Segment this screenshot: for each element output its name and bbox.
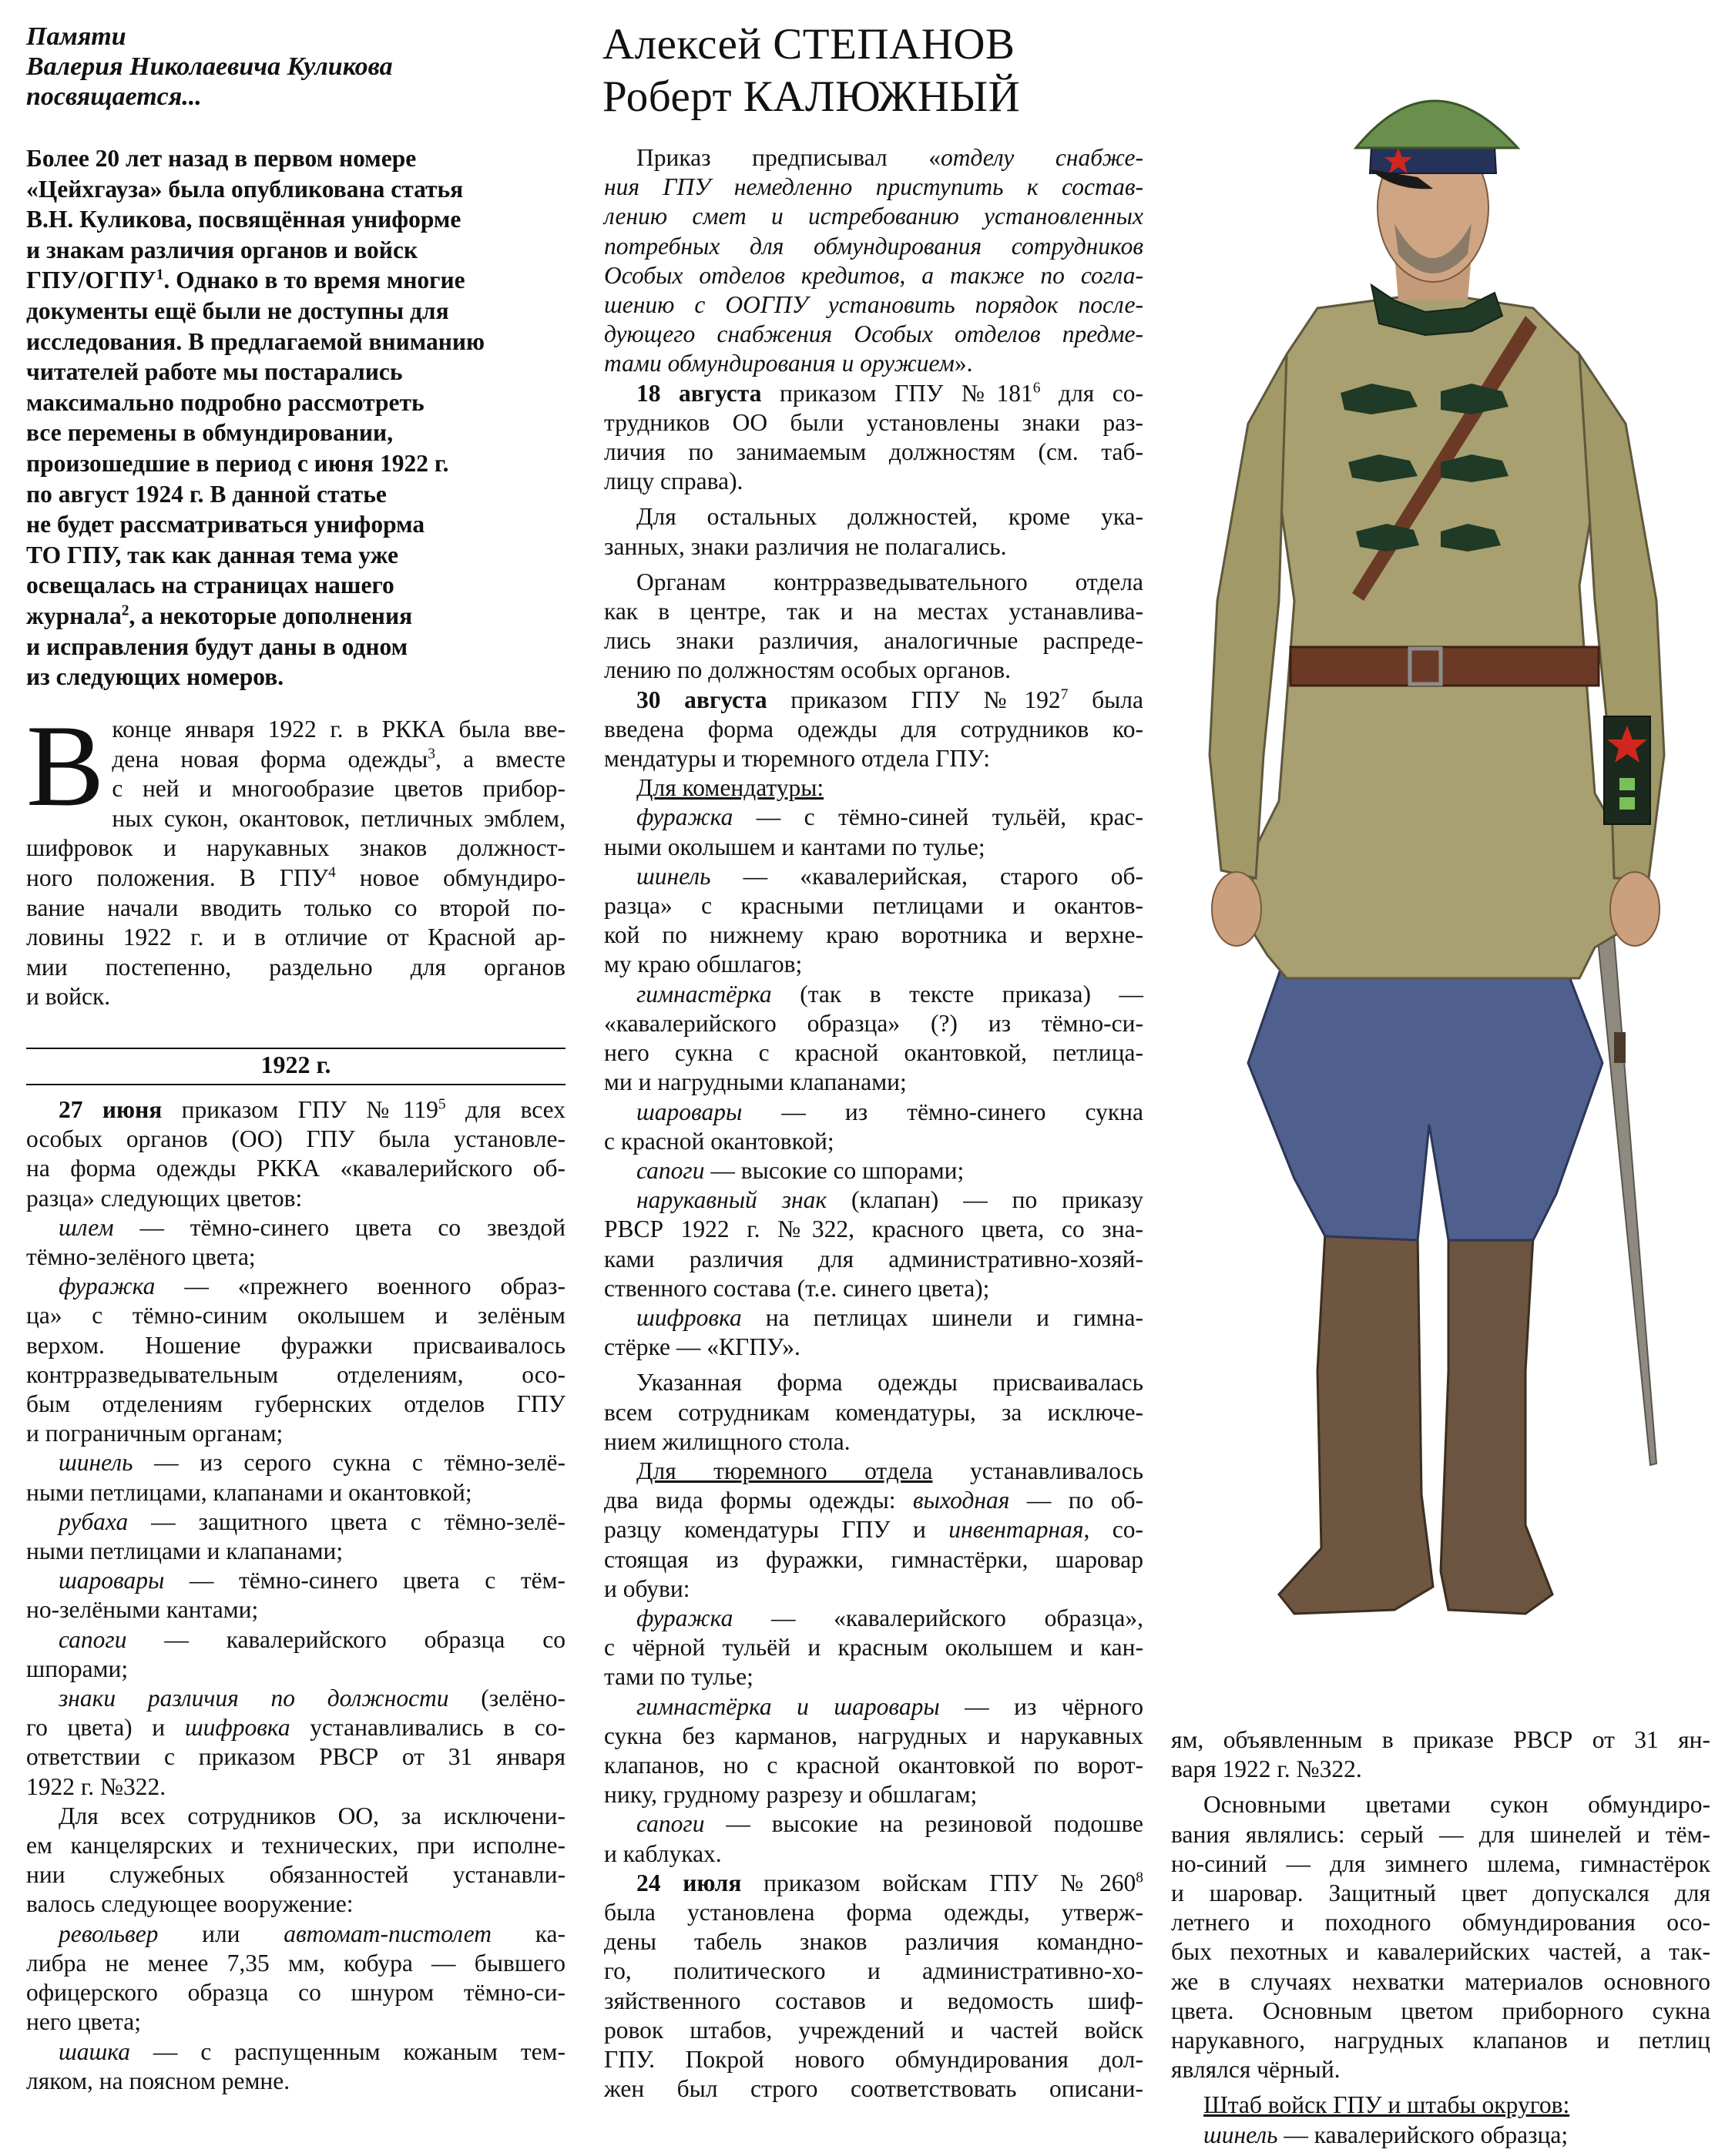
author-1: Алексей СТЕПАНОВ xyxy=(602,20,1015,69)
dedication-line: Памяти xyxy=(26,22,126,51)
intro-line: и исправления будут даны в одном xyxy=(26,632,408,660)
intro-line: и знакам различия органов и войск xyxy=(26,236,418,263)
column-1-body: 27 июня приказом ГПУ $№119^5$ для всех особых органов (ОО) ГПУ была установле- на форма одежды РККА «кавалерийского об- разца» следующих цветов: шлем — тёмно-синего цвета со звездой тёмно-зелёного цвета; фуражка — «прежнего военного образ- ца» с тёмно-синим околышем и зелёным верхом. Ношение фуражки присваивалось контрразведывательным отделениям, осо- бым отделениям губернских отделов ГПУ и пограничным органам; шинель — из серого сукна с тёмно-зелё- ными петлицами, клапанами и окантовкой; рубаха — защитного цвета с тёмно-зелё- ными петлицами и клапанами; шаровары — тёмно-синего цвета с тём- но-зелёными кантами; сапоги — кавалерийского образца со шпорами; знаки различия по должности (зелёно- го цвета) и шифровка устанавливались в со- ответствии с приказом РВСР от 31 января 1922 г. №322. Для всех сотрудников ОО, за исключени- ем канцелярских и технических, при исполне- нии служебных обязанностей устанавли- валось следующее вооружение: револьвер или автомат-пистолет ка- либра не менее 7,35 мм, кобура — бывшего офицерского образца со шнуром тёмно-си- него цвета; шашка — с распущенным кожаным тем- ляком, на поясном ремне. xyxy=(26,1096,565,2094)
authors-byline xyxy=(602,18,1020,123)
intro-line: все перемены в обмундировании, xyxy=(26,419,394,447)
intro-line: журнала$^2$, а некоторые дополнения xyxy=(26,602,413,629)
trousers xyxy=(1248,963,1603,1240)
intro-line: не будет рассматриваться униформа xyxy=(26,511,425,538)
dedication-line: посвящается... xyxy=(26,82,202,111)
intro-line: по август 1924 г. В данной статье xyxy=(26,480,387,508)
intro-line: читателей работе мы постарались xyxy=(26,358,403,386)
rank-square xyxy=(1619,778,1635,790)
dedication-line: Валерия Николаевича Куликова xyxy=(26,52,393,81)
section-heading-year: 1922 г. xyxy=(260,1051,331,1078)
subheading-hq: Штаб войск ГПУ и штабы округов: xyxy=(1203,2091,1570,2119)
intro-line: документы ещё были не доступны для xyxy=(26,297,449,324)
left-hand xyxy=(1212,872,1261,946)
intro-line: из следующих номеров. xyxy=(26,663,284,691)
drop-cap: В xyxy=(26,701,105,830)
intro-line: ГПУ/ОГПУ$^1$. Однако в то время многие xyxy=(26,267,465,294)
intro-lead xyxy=(26,143,565,692)
right-hand xyxy=(1610,872,1660,946)
intro-line: исследования. В предлагаемой вниманию xyxy=(26,327,485,355)
column-3-body: ям, объявленным в приказе РВСР от 31 ян- варя 1922 г. №322. Основными цветами сукон обмундиро- вания являлись: серый — для шинелей и тём- но-синий — для зимнего шлема, гимнастёрок и шаровар. Защитный цвет допускался для летнего и походного обмундирования осо- бых пехотных и кавалерийских частей, а так- же в случаях нехватки материалов основного цвета. Основным цветом приборного сукна нарукавного, нагрудных клапанов и петлиц являлся чёрный. Штаб войск ГПУ и штабы округов: шинель — кавалерийского образца; xyxy=(1171,1726,1710,2148)
author-2: Роберт КАЛЮЖНЫЙ xyxy=(602,72,1021,121)
left-boot xyxy=(1279,1232,1433,1614)
dedication xyxy=(26,22,458,112)
section-rule-bottom xyxy=(26,1084,565,1085)
saber-knot xyxy=(1614,1032,1626,1063)
subheading-prison-dept: Для тюремного отдела xyxy=(636,1457,933,1484)
intro-line: Более 20 лет назад в первом номере xyxy=(26,145,417,172)
opening-paragraph: В конце января 1922 г. в РККА была вве- дена новая форма одежды$^3$, а вместе с ней и многообразие цветов прибор- ных сукон, окантовок, петличных эмблем, шифровок и нарукавных знаков должност- ного положения. В ГПУ$^4$ новое обмундиро- вание начали вводить только со второй по- ловины 1922 г. и в отличие от Красной ар- мии постепенно, раздельно для органов и войск. xyxy=(26,701,565,1011)
intro-line: произошедшие в период с июня 1922 г. xyxy=(26,449,449,477)
intro-line: В.Н. Куликова, посвящённая униформе xyxy=(26,206,461,233)
intro-line: ТО ГПУ, так как данная тема уже xyxy=(26,541,399,568)
column-2-body: Приказ предписывал «отделу снабже- ния ГПУ немедленно приступить к состав- лению смет и истребованию установленных потребных для обмундирования сотрудников Особых отделов кредитов, а также по согла- шению с ООГПУ установить порядок после- дующего снабжения Особых отделов предме- тами обмундирования и оружием». 18 августа приказом ГПУ $№181^6$ для со- трудников ОО были установлены знаки раз- личия по занимаемым должностям (см. таб- лицу справа). Для остальных должностей, кроме ука- занных, знаки различия не полагались. Органам контрразведывательного отдела как в центре, так и на местах устанавлива- лись знаки различия, аналогичные распреде- лению по должностям особых органов. 30 августа приказом ГПУ $№192^7$ была введена форма одежды для сотрудников ко- мендатуры и тюремного отдела ГПУ: Для комендатуры: фуражка — с тёмно-синей тульёй, крас- ными околышем и кантами по тулье; шинель — «кавалерийская, старого об- разца» с красными петлицами и окантов- кой по нижнему краю воротника и верхне- му краю обшлагов; гимнастёрка (так в тексте приказа) — «кавалерийского образца» (?) из тёмно-си- него сукна с красной окантовкой, петлица- ми и нагрудными клапанами; шаровары — из тёмно-синего сукна с красной окантовкой; сапоги — высокие со шпорами; нарукавный знак (клапан) — по приказу РВСР 1922 г. №322, красного цвета, со зна- ками различия для административно-хозяй- ственного состава (т.е. синего цвета); шифровка на петлицах шинели и гимна- стёрке — «КГПУ». Указанная форма одежды присваивалась всем сотрудникам комендатуры, за исключе- нием жилищного стола. Для тюремного отдела устанавливалось два вида формы одежды: выходная — по об- разцу комендатуры ГПУ и инвентарная, со- стоящая из фуражки, гимнастёрки, шаровар и обуви: фуражка — «кавалерийского образца», с чёрной тульёй и красным околышем и кан- тами по тулье; гимнастёрка и шаровары — из чёрного сукна без карманов, нагрудных и нарукавных клапанов, но с красной окантовкой по ворот- нику, грудному разрезу и обшлагам; сапоги — высокие на резиновой подошве и каблуках. 24 июля приказом войскам ГПУ $№260^8$ была установлена форма одежды, утверж- дены табель знаков различия командно- го, политического и административно-хо- зяйственного составов и ведомость шиф- ровок штабов, учреждений и частей войск ГПУ. Покрой нового обмундирования дол- жен был строго соответствовать описани- xyxy=(604,144,1144,2103)
intro-line: «Цейхгауза» была опубликована статья xyxy=(26,175,464,203)
belt xyxy=(1290,647,1599,686)
intro-line: максимально подробно рассмотреть xyxy=(26,388,425,416)
subheading-komendatura: Для комендатуры: xyxy=(636,774,824,802)
cap-top xyxy=(1356,101,1518,148)
right-boot xyxy=(1441,1236,1552,1614)
soldier-figure-illustration xyxy=(1163,62,1718,1702)
intro-line: освещалась на страницах нашего xyxy=(26,572,394,599)
left-sleeve xyxy=(1210,354,1287,878)
rank-square xyxy=(1619,797,1635,810)
